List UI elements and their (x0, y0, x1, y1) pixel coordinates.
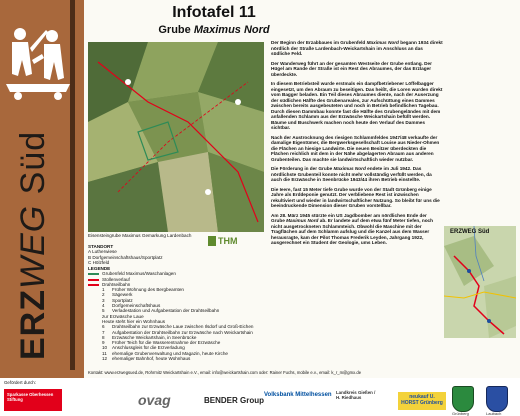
laubach-crest-icon (486, 386, 508, 412)
subtitle-prefix: Grube (158, 24, 194, 36)
legend-number: 11 (102, 350, 107, 356)
thm-logo-icon (208, 236, 216, 246)
legend-text: Stollenverlauf (102, 276, 130, 282)
paragraph: Die Ieere, fast 15 Meter tiefe Grube wurde von der Stadt Grünberg einige Jahre als Erddeponie genutzt. Der verbliebene Rest ist inzwischen rekultiviert und wieder in landwirtschaftlicher Nutzung. So bleibt für uns die beeindruckende Dimension dieser Gruben vorstellbar. (271, 186, 440, 208)
legend-number: 2 (102, 292, 105, 298)
legend-number: 5 (102, 308, 105, 314)
page-title: Infotafel 11 (172, 4, 256, 21)
page-subtitle (84, 24, 344, 36)
contact-line: Kontakt: www.erzwegsued.de, Rohrmitz Weickartshain e.V., email: info@weickartshain.com oder: Rainer Fuchs, mobile e.v., email: k_r_m@gmx.de (88, 370, 362, 375)
ovag-logo: ovag (138, 392, 171, 408)
standort-item: C Hölzfeld (88, 260, 110, 266)
text-span-italic: Maximus Nord (333, 166, 366, 171)
route-map-image (444, 226, 516, 338)
legend-text: Früher Wohnung des Bergbeamten (112, 287, 184, 293)
legend-text: Sportplatz (112, 297, 133, 303)
paragraph: Nach der Austrocknung des riesigen Schlammfeldes 1947/48 verkaufte der damalige Eigentümer, die Bergwerksgesellschaft Louise aus Nieder-Ohmen die Flächen an hiesige Landwirte. Die neuen Besitzer überdeckten die Flächen reichlich mit dem in der Nähe abgelagerten Abraum aus anderen Grubenteilen. Das machte sie landwirtschaftlich wieder nutzbar. (271, 134, 440, 162)
landkreis-logo: Landkreis Gießen / H. Riedhaus (336, 390, 376, 400)
legend-line (88, 356, 268, 361)
bender-logo: BENDER Group (204, 396, 264, 405)
legend-swatch-icon (88, 284, 99, 286)
paragraph (271, 213, 441, 246)
legend-text: zur Erzwäsche Laue (102, 313, 144, 319)
legend-heading: LEGENDE (88, 266, 111, 271)
sponsor-label: Gefördert durch: (4, 380, 36, 385)
legend-number: 3 (102, 297, 105, 303)
title-sued: Süd (14, 130, 52, 205)
text-span-italic: Maximus Nord (366, 40, 399, 45)
legend-number: 7 (102, 329, 105, 335)
legend (88, 266, 268, 361)
legend-swatch-icon (88, 273, 99, 275)
legend-text: ehemalige Grubenverwaltung und Magazin, heute Kirche (112, 350, 228, 356)
vertical-dark-bar (70, 0, 75, 370)
volksbank-logo: Volksbank Mittelhessen (264, 392, 332, 398)
legend-text: Früher Teich für die Wasserentnahme der Erzwäsche (112, 340, 221, 346)
legend-text: Sägewerk (112, 292, 133, 298)
thm-logo: THM (218, 236, 238, 246)
legend-text: Aufgabestation der Drahtseilbahn zur Erzwäsche nach Weickartshain (112, 329, 253, 335)
standort-item: B Dorfgemeinschaftshaus/Sportplatz (88, 254, 163, 260)
title-erz: ERZ (14, 289, 52, 360)
vertical-title (14, 131, 53, 360)
legend-number: 4 (102, 303, 105, 309)
map-caption: Eisensteingrube Maximus Gemarkung Lardenbach (88, 233, 192, 238)
text-span: Der Beginn der Erzabbaues im Grubenfeld (271, 40, 367, 45)
aerial-map-image (88, 42, 264, 232)
legend-text: Heute steht hier ein Wohnhaus (102, 318, 165, 324)
standort-heading: STANDORT (88, 244, 114, 249)
text-span: begann 1934 direkt nördlich der Straße Lardenbach-Weickartshain im Anschluss an das südliche Feld. (271, 40, 443, 56)
text-span: Die Förderung in der Grube (271, 166, 334, 171)
legend-text: Verladestation und Aufgabestation der Drahtseilbahn (112, 308, 220, 314)
paragraph (271, 166, 443, 183)
crest-label: Laubach (486, 411, 502, 416)
legend-text: Dorfgemeinschaftshaus (112, 303, 161, 309)
legend-number: 6 (102, 324, 105, 330)
legend-swatch-icon (88, 279, 99, 281)
route-map-label: ERZWEG Süd (450, 229, 490, 235)
text-span: Am 28. März 1945 stürzte ein US Jagdbomber am nördlichen Ende der Grube (271, 212, 427, 223)
subtitle-italic: Maximus Nord (193, 24, 270, 36)
standort-item: A Lutherwiese (88, 249, 117, 255)
legend-text: Drahtseilbahn (102, 281, 131, 287)
text-span: ab. Er landete auf dem etwa fünf Meter tiefen, noch nicht ausgetrockneten Schlammteich. Obwohl die Maschine mit der Tragflächen auf dem Schlamm aufslug und die Kanzel aus dem Wasser herausragte, kam der Pilot Thomas Frederik Leyden, Jahrgang 1922, ausgerechnet ein Student der Geologie, ums Leben. (271, 218, 434, 245)
paragraph (271, 40, 443, 57)
crest-label: Grünberg (452, 411, 469, 416)
legend-text: Anschlussgleis für die Erzverladung (112, 345, 185, 351)
text-span-italic: Maximus Nord (286, 218, 319, 223)
paragraph: Der Wanderweg führt an der gesamten Westseite der Grube entlang. Der Hügel am Rande der Straße ist ein Rest des Abraumes, der das Erzlager überdeckte. (271, 60, 432, 77)
legend-text: Erzwäsche Weickartshain, in Seenbrücke (112, 334, 197, 340)
legend-number: 1 (102, 287, 105, 293)
legend-number: 8 (102, 334, 105, 340)
gruenberg-crest-icon (452, 386, 474, 412)
sparkasse-logo: Sparkasse Oberhessen Stiftung (4, 389, 62, 411)
standort-list (88, 244, 163, 266)
legend-text: Grubenfeld Maximus/Waschanlagen (102, 271, 176, 277)
legend-number: 10 (102, 345, 108, 351)
miners-illustration-icon (2, 20, 74, 112)
text-span: endete im Juli 1942. Das nördlichste Grubenteil konnte nicht mehr vollständig verfüllt werden, da auch die Erzwäsche in Seenbrücke 1943/44 ihren Betrieb einstellte. (271, 166, 432, 182)
uhorst-logo: neukauf U. HORST Grünberg (398, 392, 446, 410)
body-text (271, 40, 443, 250)
legend-text: ehemaliger Bahnhof, heute Wohnhaus (112, 356, 191, 362)
legend-number: 12 (102, 356, 108, 362)
legend-lines (88, 271, 268, 361)
title-weg: WEG (14, 204, 52, 289)
paragraph: In diesem Betriebsteil wurde erstmals ein dampfbetriebener Löffelbagger eingesetzt, um den Abraum zu beseitigen. Das heißt, die Loren wurden direkt vom Bagger beladen. Ein Teil dieses Abraumes diente, nach der Auserzung der südlichen Hälfte des Grubenareales, zur Aufschüttung eines Dammes zwischen bereits ausgebeuteten und noch in Betrieb befindlichen Tagebau. Durch diesen Dammbau konnte fast die Hälfte des Grubengeländes mit dem anfallenden Schlamm aus der Erzwäsche Weickartshain befüllt werden. Bäume und Buschwerk machen noch heute den Verlauf des Dammes sichtbar. (271, 81, 443, 130)
legend-text: Drahtseilbahn zur Erzwäsche Laue zwischen Ilsdorf und Groß-Eichen (112, 324, 254, 330)
legend-number: 9 (102, 340, 105, 346)
